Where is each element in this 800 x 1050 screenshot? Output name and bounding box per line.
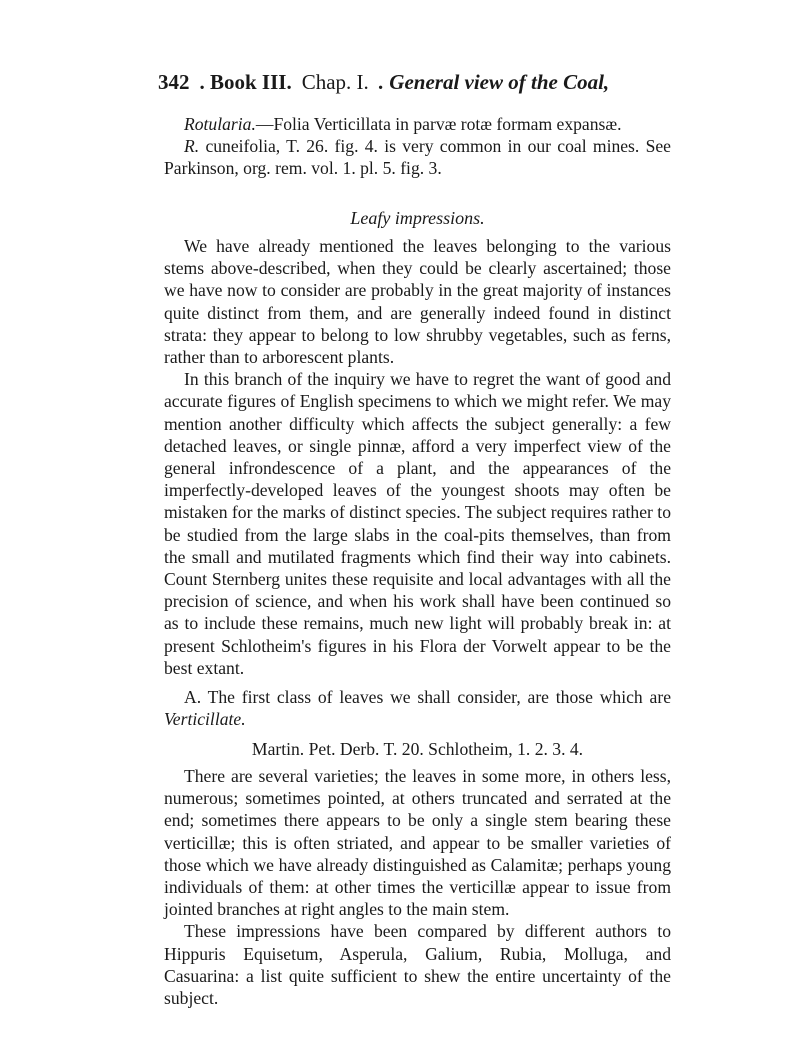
references-line: Martin. Pet. Derb. T. 20. Schlotheim, 1. 2. 3. 4. (251, 739, 584, 759)
class-a-section (164, 765, 671, 1009)
verticillate-term: Verticillate. (164, 709, 246, 730)
chapter-label: Chap. I. (301, 70, 369, 94)
class-a-paragraph-2: These impressions have been compared by different authors to Hippuris Equisetum, Asperula, Galium, Rubia, Molluga, and Casuarina: a list quite sufficient to shew the entire uncertainty of the subject. (164, 921, 671, 1009)
leafy-paragraph-1: We have already mentioned the leaves belonging to the various stems above-described, when they could be clearly ascertained; those we have now to consider are probably in the great majority of instances quite distinct from them, and are generally indeed found in distinct strata: they appear to belong to low shrubby vegetables, such as ferns, rather than to arborescent plants. (164, 236, 671, 368)
running-header (158, 70, 648, 95)
class-a-paragraph-1: There are several varieties; the leaves in some more, in others less, numerous; sometimes pointed, at others truncated and serrated at the end; sometimes there appears to be only a single stem bearing these verticillæ; this is often striated, and appear to be smaller varieties of those which we have already distinguished as Calamitæ; perhaps young individuals of them: at other times the verticillæ appear to issue from jointed branches at right angles to the main stem. (164, 766, 671, 920)
leafy-section (164, 235, 671, 679)
leafy-paragraph-2: In this branch of the inquiry we have to regret the want of good and accurate figures of English specimens to which we might refer. We may mention another difficulty which affects the subject generally: a few detached leaves, or single pinnæ, afford a very imperfect view of the general infrondescence of a plant, and the appearances of the imperfectly-developed leaves of the youngest shoots may often be mistaken for the marks of distinct species. The subject requires rather to be studied from the large slabs in the coal-pits themselves, than from the small and mutilated fragments which find their way into cabinets. Count Sternberg unites these requisite and local advantages with all the precision of science, and when his work shall have been continued so as to include these remains, much new light will probably break in: at present Schlotheim's figures in his Flora der Vorwelt appear to be the best extant. (164, 369, 671, 678)
running-title: . General view of the Coal, (378, 70, 610, 94)
book-label: . Book III. (199, 70, 292, 94)
rotularia-name: Rotularia. (184, 114, 256, 134)
rotularia-species: R. cuneifolia, T. 26. fig. 4. is very common in our coal mines. See Parkinson, org. rem. vol. 1. pl. 5. fig. 3. (164, 136, 671, 179)
class-a-intro: A. The first class of leaves we shall consider, are those which are Verticillate. (164, 687, 671, 730)
rotularia-section (164, 113, 671, 180)
section-heading-leafy: Leafy impressions. (350, 208, 485, 228)
page-number: 342 (158, 70, 190, 94)
rotularia-definition: Rotularia.—Folia Verticillata in parvæ rotæ formam expansæ. (184, 114, 622, 134)
species-genus: R. (184, 136, 200, 157)
